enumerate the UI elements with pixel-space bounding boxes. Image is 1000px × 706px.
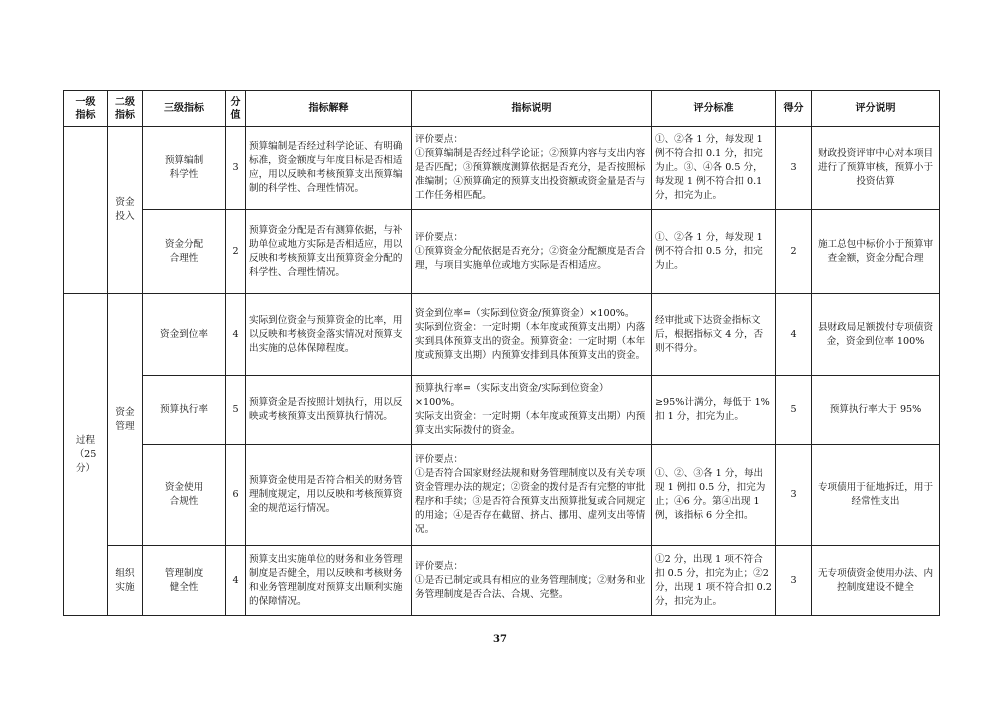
page-number: 37: [493, 634, 507, 645]
score-cell: 6: [226, 445, 246, 546]
header-explain: 指标解释: [246, 91, 412, 127]
remark-cell: 无专项债资金使用办法、内控制度建设不健全: [812, 546, 940, 616]
header-standard: 评分标准: [652, 91, 776, 127]
table-header-row: [64, 91, 940, 127]
got-cell: 3: [776, 546, 812, 616]
header-got: 得分: [776, 91, 812, 127]
explain-cell: 预算资金分配是否有测算依据，与补助单位或地方实际是否相适应，用以反映和考核预算支出预算资金分配的科学性、合理性情况。: [246, 210, 412, 294]
table-row: [64, 546, 940, 616]
standard-cell: ①、②、③各 1 分，每出现 1 例扣 0.5 分，扣完为止；④6 分。第④出现 1 例，该指标 6 分全扣。: [652, 445, 776, 546]
table-row: [64, 127, 940, 210]
level3-cell: 管理制度 健全性: [143, 546, 226, 616]
header-score: 分 值: [226, 91, 246, 127]
standard-cell: ①、②各 1 分，每发现 1 例不符合扣 0.5 分，扣完为止。: [652, 210, 776, 294]
got-cell: 3: [776, 127, 812, 210]
table-row: [64, 376, 940, 445]
score-cell: 2: [226, 210, 246, 294]
table-row: [64, 294, 940, 376]
table-row: [64, 210, 940, 294]
got-cell: 2: [776, 210, 812, 294]
explain-cell: 预算资金使用是否符合相关的财务管理制度规定，用以反映和考核预算资金的规范运行情况。: [246, 445, 412, 546]
standard-cell: ①2 分，出现 1 项不符合扣 0.5 分，扣完为止；②2 分，出现 1 项不符合扣 0.2 分，扣完为止。: [652, 546, 776, 616]
score-cell: 5: [226, 376, 246, 445]
evaluation-table: [63, 90, 940, 616]
remark-cell: 财政投资评审中心对本项目进行了预算审核，预算小于投资估算: [812, 127, 940, 210]
level2-zuzhi-shishi: 组织 实施: [108, 546, 143, 616]
level3-cell: 预算执行率: [143, 376, 226, 445]
remark-cell: 专项债用于征地拆迁，用于经常性支出: [812, 445, 940, 546]
desc-cell: 评价要点： ①是否已制定或具有相应的业务管理制度；②财务和业务管理制度是否合法、合规、完整。: [412, 546, 652, 616]
desc-cell: 评价要点： ①是否符合国家财经法规和财务管理制度以及有关专项资金管理办法的规定；②资金的拨付是否有完整的审批程序和手续；③是否符合预算支出预算批复或合同规定的用途；④是否存在截留、挤占、挪用、虚列支出等情况。: [412, 445, 652, 546]
header-desc: 指标说明: [412, 91, 652, 127]
level3-cell: 资金使用 合规性: [143, 445, 226, 546]
standard-cell: ≥95%计满分，每低于 1%扣 1 分，扣完为止。: [652, 376, 776, 445]
desc-cell: 资金到位率=（实际到位资金/预算资金）×100%。 实际到位资金：一定时期（本年度或预算支出期）内落实到具体预算支出的资金。预算资金：一定时期（本年度或预算支出期）内预算安排到具体预算支出的资金。: [412, 294, 652, 376]
header-level3: 三级指标: [143, 91, 226, 127]
level1-guocheng: 过程 （25 分）: [64, 294, 108, 616]
score-cell: 4: [226, 546, 246, 616]
standard-cell: 经审批或下达资金指标文后，根据指标文 4 分，否则不得分。: [652, 294, 776, 376]
remark-cell: 施工总包中标价小于预算审查金额，资金分配合理: [812, 210, 940, 294]
level1-blank-cell: [64, 127, 108, 294]
level2-zijin-guanli: 资金 管理: [108, 294, 143, 546]
desc-cell: 评价要点： ①预算资金分配依据是否充分；②资金分配额度是否合理，与项目实施单位或地方实际是否相适应。: [412, 210, 652, 294]
got-cell: 5: [776, 376, 812, 445]
remark-cell: 县财政局足额拨付专项债资金，资金到位率 100%: [812, 294, 940, 376]
score-cell: 4: [226, 294, 246, 376]
level2-zijin-touru: 资金 投入: [108, 127, 143, 294]
header-level2: 二级 指标: [108, 91, 143, 127]
explain-cell: 实际到位资金与预算资金的比率，用以反映和考核资金落实情况对预算支出实施的总体保障程度。: [246, 294, 412, 376]
explain-cell: 预算资金是否按照计划执行，用以反映或考核预算支出预算执行情况。: [246, 376, 412, 445]
level3-cell: 资金分配 合理性: [143, 210, 226, 294]
standard-cell: ①、②各 1 分，每发现 1 例不符合扣 0.1 分，扣完为止。③、④各 0.5 分，每发现 1 例不符合扣 0.1 分，扣完为止。: [652, 127, 776, 210]
level3-cell: 预算编制 科学性: [143, 127, 226, 210]
explain-cell: 预算编制是否经过科学论证、有明确标准，资金额度与年度目标是否相适应，用以反映和考核预算支出预算编制的科学性、合理性情况。: [246, 127, 412, 210]
score-cell: 3: [226, 127, 246, 210]
desc-cell: 评价要点： ①预算编制是否经过科学论证；②预算内容与支出内容是否匹配；③预算额度测算依据是否充分，是否按照标准编制；④预算确定的预算支出投资额或资金量是否与工作任务相匹配。: [412, 127, 652, 210]
got-cell: 4: [776, 294, 812, 376]
level3-cell: 资金到位率: [143, 294, 226, 376]
desc-cell: 预算执行率=（实际支出资金/实际到位资金）×100%。 实际支出资金：一定时期（本年度或预算支出期）内预算支出实际拨付的资金。: [412, 376, 652, 445]
header-level1: 一级 指标: [64, 91, 108, 127]
table-row: [64, 445, 940, 546]
header-remark: 评分说明: [812, 91, 940, 127]
explain-cell: 预算支出实施单位的财务和业务管理制度是否健全，用以反映和考核财务和业务管理制度对预算支出顺利实施的保障情况。: [246, 546, 412, 616]
remark-cell: 预算执行率大于 95%: [812, 376, 940, 445]
got-cell: 3: [776, 445, 812, 546]
